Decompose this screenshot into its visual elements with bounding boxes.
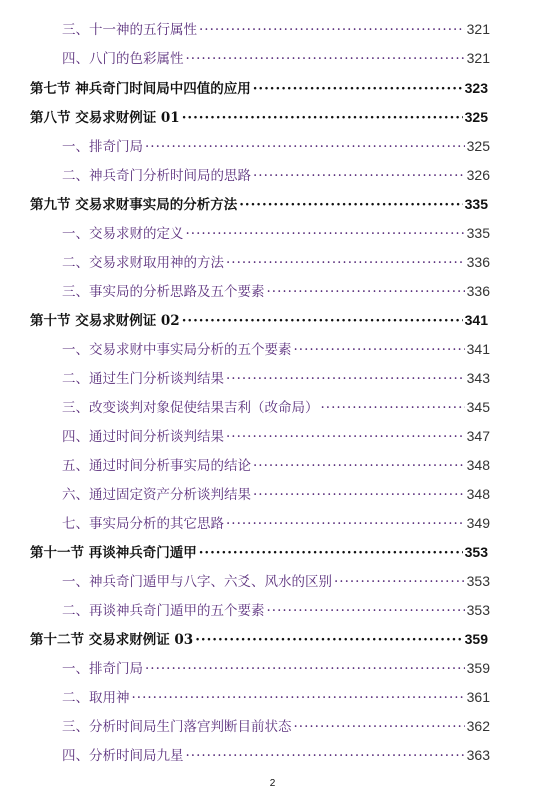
- dot-leader: [226, 514, 465, 533]
- toc-entry-title: 四、八门的色彩属性: [62, 51, 184, 67]
- toc-entry-title: 四、通过时间分析谈判结果: [62, 429, 224, 445]
- toc-entry[interactable]: [62, 223, 490, 243]
- toc-entry-page: 363: [466, 747, 490, 763]
- toc-entry-page: 362: [466, 718, 490, 734]
- dot-leader: [186, 49, 465, 68]
- toc-entry[interactable]: [62, 455, 490, 475]
- toc-entry-title: 三、事实局的分析思路及五个要素: [62, 284, 265, 300]
- toc-entry[interactable]: [62, 687, 490, 707]
- toc-entry-title: 四、分析时间局九星: [62, 748, 184, 764]
- toc-entry[interactable]: [62, 600, 490, 620]
- toc-section-heading[interactable]: [30, 78, 488, 98]
- toc-entry[interactable]: [62, 281, 490, 301]
- toc-section-title: 第九节 交易求财事实局的分析方法: [30, 197, 238, 213]
- toc-entry[interactable]: [62, 658, 490, 678]
- dot-leader: [182, 311, 463, 330]
- toc-entry[interactable]: [62, 397, 490, 417]
- dot-leader: [199, 20, 465, 39]
- toc-section-heading[interactable]: [30, 107, 488, 127]
- toc-entry-page: 336: [466, 283, 490, 299]
- dot-leader: [294, 340, 465, 359]
- toc-entry-title: 一、交易求财中事实局分析的五个要素: [62, 342, 292, 358]
- toc-section-page: 359: [464, 631, 488, 647]
- dot-leader: [267, 282, 465, 301]
- toc-entry-title: 五、通过时间分析事实局的结论: [62, 458, 251, 474]
- dot-leader: [253, 79, 463, 98]
- toc-entry-page: 336: [466, 254, 490, 270]
- toc-entry-page: 349: [466, 515, 490, 531]
- toc-entry-page: 353: [466, 573, 490, 589]
- page-number: 2: [269, 778, 276, 789]
- dot-leader: [321, 398, 465, 417]
- toc-section-page: 325: [464, 109, 488, 125]
- dot-leader: [253, 485, 465, 504]
- toc-entry-title: 二、交易求财取用神的方法: [62, 255, 224, 271]
- dot-leader: [195, 630, 462, 649]
- toc-section-heading[interactable]: [30, 629, 488, 649]
- toc-entry-title: 二、神兵奇门分析时间局的思路: [62, 168, 251, 184]
- toc-entry-title: 二、取用神: [62, 690, 130, 706]
- toc-entry-title: 一、排奇门局: [62, 661, 143, 677]
- dot-leader: [226, 369, 465, 388]
- dot-leader: [226, 253, 465, 272]
- dot-leader: [334, 572, 465, 591]
- toc-section-title: 第十二节 交易求财例证 03: [30, 632, 194, 648]
- toc-entry-title: 六、通过固定资产分析谈判结果: [62, 487, 251, 503]
- toc-entry[interactable]: [62, 484, 490, 504]
- toc-section-title: 第十一节 再谈神兵奇门遁甲: [30, 545, 197, 561]
- dot-leader: [186, 224, 465, 243]
- toc-entry-title: 三、十一神的五行属性: [62, 22, 197, 38]
- toc-entry-page: 325: [466, 138, 490, 154]
- dot-leader: [253, 456, 465, 475]
- toc-entry-title: 三、分析时间局生门落宫判断目前状态: [62, 719, 292, 735]
- toc-entry-title: 二、再谈神兵奇门遁甲的五个要素: [62, 603, 265, 619]
- toc-entry-title: 二、通过生门分析谈判结果: [62, 371, 224, 387]
- toc-section-title: 第十节 交易求财例证 02: [30, 313, 180, 329]
- toc-entry[interactable]: [62, 716, 490, 736]
- toc-section-heading[interactable]: [30, 194, 488, 214]
- dot-leader: [267, 601, 465, 620]
- toc-entry[interactable]: [62, 19, 490, 39]
- toc-entry-page: 347: [466, 428, 490, 444]
- toc-entry-page: 321: [466, 50, 490, 66]
- toc-entry-title: 一、神兵奇门遁甲与八字、六爻、风水的区别: [62, 574, 332, 590]
- dot-leader: [199, 543, 463, 562]
- toc-entry-page: 335: [466, 225, 490, 241]
- toc-entry-page: 361: [466, 689, 490, 705]
- toc-entry[interactable]: [62, 136, 490, 156]
- toc-entry[interactable]: [62, 571, 490, 591]
- toc-entry[interactable]: [62, 426, 490, 446]
- toc-entry[interactable]: [62, 513, 490, 533]
- dot-leader: [253, 166, 465, 185]
- dot-leader: [182, 108, 463, 127]
- toc-section-page: 323: [464, 80, 488, 96]
- toc-section-title: 第七节 神兵奇门时间局中四值的应用: [30, 81, 251, 97]
- toc-entry[interactable]: [62, 48, 490, 68]
- toc-entry-page: 321: [466, 21, 490, 37]
- toc-entry[interactable]: [62, 252, 490, 272]
- toc-entry-page: 345: [466, 399, 490, 415]
- toc-section-page: 335: [464, 196, 488, 212]
- toc-entry-page: 348: [466, 457, 490, 473]
- toc-entry-title: 一、排奇门局: [62, 139, 143, 155]
- dot-leader: [145, 659, 465, 678]
- toc-entry[interactable]: [62, 745, 490, 765]
- toc-section-heading[interactable]: [30, 542, 488, 562]
- toc-entry-page: 326: [466, 167, 490, 183]
- toc-entry[interactable]: [62, 368, 490, 388]
- toc-entry-page: 353: [466, 602, 490, 618]
- dot-leader: [186, 746, 465, 765]
- toc-entry-page: 359: [466, 660, 490, 676]
- toc-entry-page: 343: [466, 370, 490, 386]
- toc-section-heading[interactable]: [30, 310, 488, 330]
- dot-leader: [226, 427, 465, 446]
- toc-section-page: 341: [464, 312, 488, 328]
- toc-entry[interactable]: [62, 339, 490, 359]
- toc-entry-title: 一、交易求财的定义: [62, 226, 184, 242]
- toc-section-title: 第八节 交易求财例证 01: [30, 110, 180, 126]
- toc-section-page: 353: [464, 544, 488, 560]
- dot-leader: [239, 195, 462, 214]
- toc-entry[interactable]: [62, 165, 490, 185]
- toc-entry-title: 三、改变谈判对象促使结果吉利（改命局）: [62, 400, 319, 416]
- dot-leader: [145, 137, 465, 156]
- dot-leader: [132, 688, 465, 707]
- toc-entry-page: 348: [466, 486, 490, 502]
- dot-leader: [294, 717, 465, 736]
- toc-entry-page: 341: [466, 341, 490, 357]
- toc-entry-title: 七、事实局分析的其它思路: [62, 516, 224, 532]
